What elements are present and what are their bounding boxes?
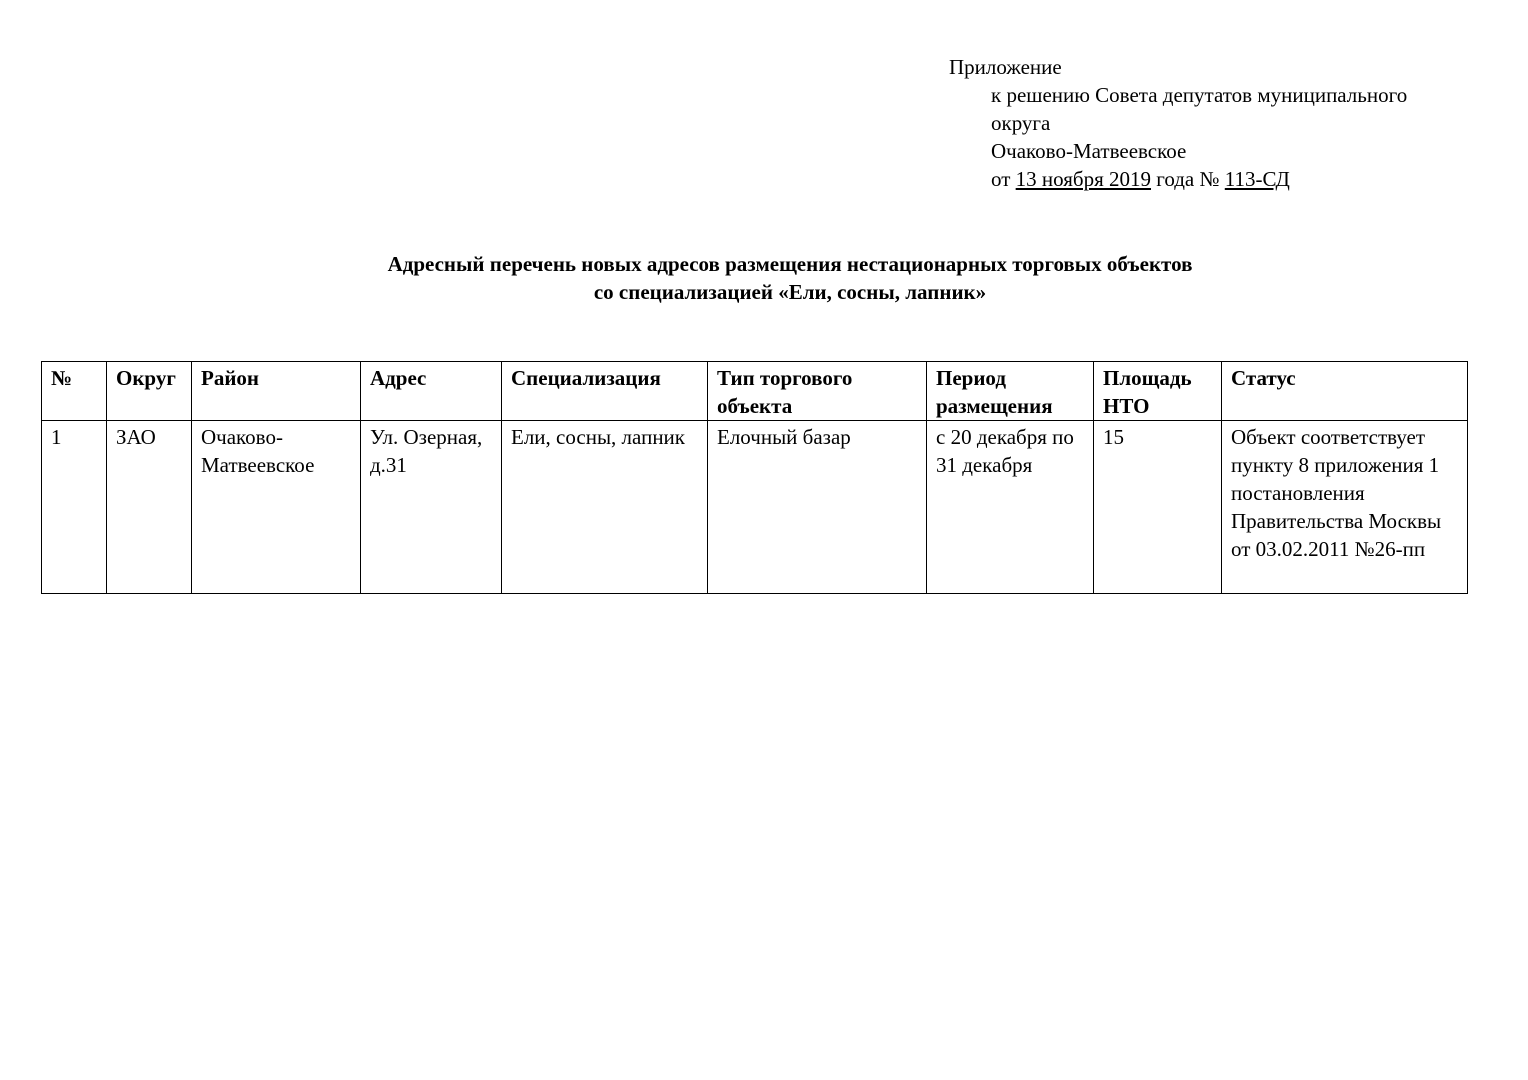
cell-object-type: Елочный базар — [708, 421, 927, 594]
appendix-district-name: Очаково-Матвеевское — [991, 139, 1187, 163]
header-number: № — [42, 362, 107, 421]
header-area: Площадь НТО — [1094, 362, 1222, 421]
header-okrug: Округ — [107, 362, 192, 421]
cell-rayon: Очаково-Матвеевское — [192, 421, 361, 594]
address-table — [41, 361, 1468, 594]
table-header-row — [42, 362, 1468, 421]
header-object-type: Тип торгового объекта — [708, 362, 927, 421]
cell-status: Объект соответствует пункту 8 приложения 1 постановления Правительства Москвы от 03.02.2011 №26-пп — [1222, 421, 1468, 594]
appendix-district-word: округа — [991, 111, 1051, 135]
appendix-date-prefix: от — [991, 167, 1011, 191]
appendix-number: 113-СД — [1224, 167, 1290, 191]
cell-okrug: ЗАО — [107, 421, 192, 594]
header-address: Адрес — [361, 362, 502, 421]
appendix-decision-line: к решению Совета депутатов муниципального — [991, 83, 1408, 107]
document-title — [0, 250, 1528, 306]
appendix-block — [949, 53, 1407, 193]
header-specialization: Специализация — [502, 362, 708, 421]
header-status: Статус — [1222, 362, 1468, 421]
cell-number: 1 — [42, 421, 107, 594]
header-rayon: Район — [192, 362, 361, 421]
cell-period: с 20 декабря по 31 декабря — [927, 421, 1094, 594]
appendix-year-word: года № — [1156, 167, 1220, 191]
document-title-line-2: со специализацией «Ели, сосны, лапник» — [593, 280, 987, 304]
appendix-date-line — [949, 165, 1407, 193]
header-period: Период размещения — [927, 362, 1094, 421]
appendix-date: 13 ноября 2019 — [1015, 167, 1151, 191]
cell-area: 15 — [1094, 421, 1222, 594]
document-title-line-1: Адресный перечень новых адресов размещения нестационарных торговых объектов — [387, 252, 1193, 276]
cell-specialization: Ели, сосны, лапник — [502, 421, 708, 594]
cell-address: Ул. Озерная, д.31 — [361, 421, 502, 594]
table-row — [42, 421, 1468, 594]
appendix-title: Приложение — [949, 55, 1062, 79]
